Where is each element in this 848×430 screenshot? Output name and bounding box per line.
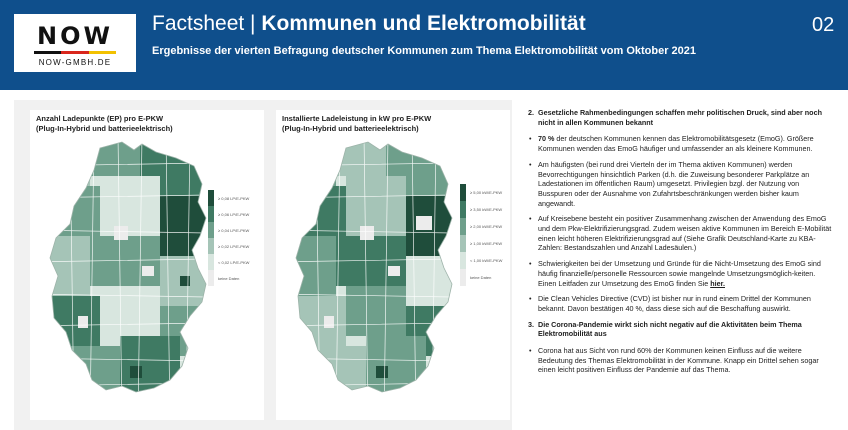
legend-swatch	[460, 235, 466, 252]
bullet-cvd: • Die Clean Vehicles Directive (CVD) ist bisher nur in rund einem Drittel der Kommunen bekannt. Davon bestätigen 40 %, dass diese sich auf die Beschaffung auswirkt.	[528, 294, 834, 313]
legend-label: ≥ 0,08 LP/E-PKW	[218, 196, 250, 201]
bullet-implementation-difficulties	[528, 259, 834, 288]
logo-url: NOW-GMBH.DE	[38, 58, 112, 67]
section-title: Die Corona-Pandemie wirkt sich nicht negativ auf die Aktivitäten beim Thema Elektromobilität aus	[538, 319, 802, 339]
legend-label: ≥ 5,00 kW/E-PKW	[470, 190, 503, 195]
section-3-heading	[528, 320, 834, 339]
guide-link[interactable]: hier.	[710, 278, 725, 288]
page-number: 02	[812, 14, 835, 36]
legend-label: < 1,00 kW/E-PKW	[470, 258, 503, 263]
map-regions	[50, 136, 210, 396]
legend-swatch	[208, 222, 214, 238]
map-title	[282, 114, 431, 134]
legend-swatch	[460, 218, 466, 235]
legend-swatch	[460, 184, 466, 201]
map-card-charging-points	[30, 110, 264, 420]
map-title	[36, 114, 173, 134]
logo-color-bars	[34, 51, 116, 54]
bullet-text: der deutschen Kommunen kennen das Elektromobilitätsgesetz (EmoG). Größere Kommunen wenden das EmoG häufiger und umfassender an als kleinere Kommunen.	[538, 134, 814, 154]
legend-swatch	[460, 269, 466, 286]
now-logo[interactable]	[14, 14, 136, 72]
map-regions	[296, 136, 456, 396]
logo-wordmark: NOW	[37, 22, 113, 50]
bullet-parking-privileges: • Am häufigsten (bei rund drei Vierteln der im Thema aktiven Kommunen) werden Bevorrechtigungen hinsichtlich Parken (d.h. die Zuweisung besonderer Parkplätze an Ladestationen im öffentlichen Raum) umgesetzt. Privilegien bzgl. der Nutzung von Busspuren oder der Ausnahme von Zufahrtsbeschränkungen werden bisher kaum angewandt.	[528, 160, 834, 209]
legend-swatch	[460, 252, 466, 269]
section-number: 2.	[528, 108, 534, 117]
section-title: Gesetzliche Rahmenbedingungen schaffen mehr politischen Druck, sind aber noch nicht in allen Kommunen bekannt	[538, 108, 822, 127]
legend-label: ≥ 0,04 LP/E-PKW	[218, 228, 250, 233]
bullet-text: Schwierigkeiten bei der Umsetzung und Gründe für die Nicht-Umsetzung des EmoG sind häufig finanzielle/personelle Ressourcen sowie mangelnde Umsetzungsmöglich-keiten. Einen Leitfaden zur Umsetzung des EmoG finden Sie	[538, 259, 821, 288]
factsheet-text	[528, 108, 834, 381]
legend-label: < 0,02 LP/E-PKW	[218, 260, 250, 265]
bullet-highlight: 70 %	[538, 134, 555, 144]
legend-label: ≥ 0,02 LP/E-PKW	[218, 244, 250, 249]
page-title	[152, 12, 586, 36]
legend-label: ≥ 0,06 LP/E-PKW	[218, 212, 250, 217]
header-banner	[0, 0, 848, 90]
legend-swatch	[208, 238, 214, 254]
map-title-line2: (Plug-In-Hybrid und batterieelektrisch)	[282, 124, 419, 133]
section-number: 3.	[528, 319, 534, 329]
page-subtitle: Ergebnisse der vierten Befragung deutscher Kommunen zum Thema Elektromobilität vom Oktober 2021	[152, 45, 697, 57]
section-2-heading	[528, 108, 834, 127]
legend-label: ≥ 3,50 kW/E-PKW	[470, 207, 503, 212]
map-title-line2: (Plug-In-Hybrid und batterieelektrisch)	[36, 124, 173, 133]
bullet-corona: • Corona hat aus Sicht von rund 60% der Kommunen keinen Einfluss auf die weitere Bedeutung des Themas Elektromobilität in der Kommune. Knapp ein Drittel sehen sogar einen leicht positiven Einfluss der Pandemie auf das Thema.	[528, 346, 834, 375]
legend-swatch	[460, 201, 466, 218]
map-title-line1: Anzahl Ladepunkte (EP) pro E-PKW	[36, 114, 164, 123]
legend-swatch	[208, 254, 214, 270]
title-light: Factsheet |	[152, 12, 262, 35]
legend-label: keine Daten	[218, 276, 240, 281]
legend-label: ≥ 1,00 kW/E-PKW	[470, 241, 503, 246]
legend-label: keine Daten	[470, 275, 492, 280]
bullet-district-correlation: • Auf Kreisebene besteht ein positiver Zusammenhang zwischen der Anwendung des EmoG und dem Pkw-Elektrifizierungsgrad. Zudem weisen aktive Kommunen im Bereich E-Mobilität einen leicht höheren Elektrifizierungsgrad auf (Siehe Grafik Deutschland-Karte zu KBA-Zahlen: Bestandszahlen und Anzahl Ladesäulen.)	[528, 214, 834, 253]
legend-swatch	[208, 206, 214, 222]
bullet-emog-awareness	[528, 134, 834, 153]
legend-label: ≥ 2,00 kW/E-PKW	[470, 224, 503, 229]
map-card-charging-power	[276, 110, 510, 420]
legend-swatch	[208, 190, 214, 206]
title-bold: Kommunen und Elektromobilität	[261, 12, 586, 35]
legend-swatch	[208, 270, 214, 286]
map-title-line1: Installierte Ladeleistung in kW pro E-PKW	[282, 114, 432, 123]
